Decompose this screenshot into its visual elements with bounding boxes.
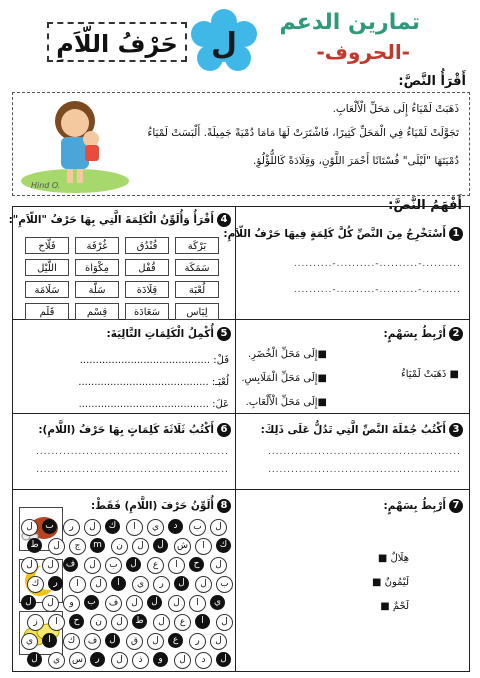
q8-letter-circle[interactable]: ل <box>153 538 168 553</box>
q4-word-9[interactable]: لُعْبَة <box>175 281 219 298</box>
q8-letter-circle[interactable]: ل <box>111 614 128 631</box>
reading-line-2: تَجَوَّلَتْ لَمْيَاءُ فِي الْمَحَلِّ كَثِيرًا، فَاشْتَرَتْ لَهَا مَامَا دُمْيَةً جَمِيلَةً. أَلْبَسَتْ لَمْيَاءُ <box>147 127 459 139</box>
q8-letter-circle[interactable]: و <box>63 595 80 612</box>
q8-letter-circle[interactable]: ا <box>195 538 212 555</box>
q7-word-1[interactable]: هِلَالٌ ■ <box>377 553 409 564</box>
q8-letter-circle[interactable]: ب <box>189 519 206 536</box>
q8-letter-circle[interactable]: ك <box>216 538 231 553</box>
q2-right-item-3[interactable]: ■إِلَى مَحَلِّ الْأَلْعَابِ. <box>245 397 327 408</box>
q4-word-13[interactable]: لِبَاس <box>175 303 219 320</box>
q8-letter-circle[interactable]: ل <box>84 519 101 536</box>
q8-letter-circle[interactable]: ك <box>105 519 120 534</box>
q8-letter-circle[interactable]: ن <box>90 614 107 631</box>
q7-word-2[interactable]: لَيْمُونٌ ■ <box>372 577 409 588</box>
q5-item-2[interactable]: لُعْبَـ: ......................................... <box>78 377 229 388</box>
q3-answer-line-1[interactable]: .................................................. <box>267 447 461 457</box>
q8-letter-circle[interactable]: ك <box>27 576 44 593</box>
q8-letter-circle[interactable]: m <box>90 538 105 553</box>
q8-letter-circle[interactable]: ل <box>174 576 189 591</box>
q2-number: 2 <box>449 327 463 341</box>
q4-word-3[interactable]: غُرْفَة <box>75 237 119 254</box>
q3-prompt: 3أَكْتُبُ جُمْلَةَ النَّصِّ الَّتِي تَدُلُّ عَلَى ذَلِكَ: <box>261 423 463 437</box>
q8-letter-circle[interactable]: ل <box>126 595 143 612</box>
q8-letter-circle[interactable]: ط <box>27 538 42 553</box>
q8-letter-circle[interactable]: ب <box>84 595 99 610</box>
q8-letter-circle[interactable]: ل <box>216 614 233 631</box>
q8-letter-circle[interactable]: ب <box>105 557 122 574</box>
q8-letter-circle[interactable]: ل <box>195 576 212 593</box>
q8-letter-circle[interactable]: ج <box>69 538 86 555</box>
q5-item-3[interactable]: عَلَ: ......................................... <box>78 399 229 410</box>
q8-letter-circle[interactable]: ا <box>195 614 210 629</box>
q6-number: 6 <box>217 423 231 437</box>
q8-letter-circle[interactable]: ز <box>27 614 44 631</box>
q8-prompt: 8أُلَوِّنُ حَرْفَ (اللَّامِ) فَقَطْ: <box>91 499 231 513</box>
q8-letter-circle[interactable]: ل <box>21 595 36 610</box>
q8-letter-circle[interactable]: ن <box>111 538 128 555</box>
q8-letter-circle[interactable]: ل <box>210 633 227 650</box>
q8-letter-circle[interactable]: ل <box>42 557 59 574</box>
q1-prompt: 1أَسْتَخْرِجُ مِنَ النَّصِّ كُلَّ كَلِمَةٍ فِيهَا حَرْفُ اللّاَمِ: <box>223 227 463 241</box>
q3-answer-line-2[interactable]: .................................................. <box>267 465 461 475</box>
q8-letter-circle[interactable]: ل <box>48 538 65 555</box>
q8-letter-circle[interactable]: ر <box>48 576 63 591</box>
q8-letter-circle[interactable]: ك <box>63 633 80 650</box>
q8-letter-circle[interactable]: ي <box>132 576 149 593</box>
q8-letter-circle[interactable]: ا <box>42 633 57 648</box>
q2-prompt: 2أَرْبِطُ بِسَهْمٍ: <box>384 327 463 341</box>
q8-letter-circle[interactable]: ل <box>147 595 162 610</box>
exercises-grid <box>8 206 470 672</box>
q8-letter-circle[interactable]: ل <box>84 557 101 574</box>
q8-letter-circle[interactable]: ب <box>216 576 233 593</box>
q8-letter-circle[interactable]: ع <box>147 557 164 574</box>
q8-letter-circle[interactable]: ع <box>168 633 183 648</box>
q5-number: 5 <box>217 327 231 341</box>
q8-letter-circle[interactable]: ي <box>210 595 225 610</box>
q4-word-12[interactable]: سَلَامَة <box>25 281 69 298</box>
q8-letter-circle[interactable]: ب <box>42 519 57 534</box>
q4-prompt: 4أَقْرَأُ وَأُلَوِّنُ الْكَلِمَةَ الَّتِي بِهَا حَرْفُ "اللّاَمِ": <box>9 213 231 227</box>
q8-letter-circle[interactable]: ل <box>147 633 164 650</box>
reading-passage-box <box>12 92 470 196</box>
girl-with-doll-illustration <box>19 95 131 193</box>
q8-letter-circle[interactable]: ح <box>189 557 204 572</box>
q4-word-7[interactable]: مِكْوَاة <box>75 259 119 276</box>
q8-letter-circle[interactable]: ل <box>27 652 42 667</box>
reading-line-1: ذَهَبَتْ لَمْيَاءُ إِلَى مَحَلِّ الْأَلْعَابِ. <box>332 103 459 115</box>
q8-letter-circle[interactable]: ح <box>69 614 84 629</box>
q8-letter-circle[interactable]: و <box>153 652 168 667</box>
q7-prompt: 7أَرْبِطُ بِسَهْمٍ: <box>384 499 463 513</box>
q6-prompt: 6أَكْتُبُ ثَلَاثَةَ كَلِمَاتٍ بِهَا حَرْفُ (اللَّامِ): <box>38 423 231 437</box>
q5-item-1[interactable]: فَلْ: ......................................... <box>79 355 229 366</box>
q6-answer-line-2[interactable]: .................................................. <box>35 465 229 475</box>
q8-letter-circle[interactable]: ل <box>21 557 38 574</box>
q8-letter-circle[interactable]: ل <box>90 576 107 593</box>
q8-letter-circle[interactable]: ل <box>21 519 38 536</box>
q8-letter-circle[interactable]: ا <box>189 595 206 612</box>
comprehension-heading: أَفْهَمُ النَّصَّ: <box>384 198 466 213</box>
q8-letter-circle[interactable]: ق <box>126 633 143 650</box>
q8-letter-circle[interactable]: ا <box>111 576 126 591</box>
q8-letter-circle[interactable]: ف <box>84 633 101 650</box>
lesson-name-box: حَرْفُ اللّاَمِ <box>47 22 187 62</box>
q8-letter-circle[interactable]: ا <box>126 519 143 536</box>
q4-word-8[interactable]: اللَّيْل <box>25 259 69 276</box>
reading-heading: أَقْرَأُ النَّصَّ: <box>398 74 466 89</box>
q8-letter-circle[interactable]: ي <box>48 652 65 669</box>
q3-number: 3 <box>449 423 463 437</box>
illustrator-signature: Hind O. <box>31 181 61 190</box>
q8-letter-circle[interactable]: ع <box>174 614 191 631</box>
q1-number: 1 <box>449 227 463 241</box>
q8-letter-circle[interactable]: د <box>195 652 212 669</box>
q8-letter-circle[interactable]: ل <box>153 614 170 631</box>
q8-letter-circle[interactable]: ل <box>210 557 227 574</box>
big-letter: ل <box>210 27 238 62</box>
q8-number: 8 <box>217 499 231 513</box>
q4-word-1[interactable]: بَرْكَة <box>175 237 219 254</box>
q8-letter-circle[interactable]: ر <box>90 652 105 667</box>
q1-answer-line-1[interactable]: ..........-..........-..........-.......... <box>293 259 461 269</box>
q8-letter-circle[interactable]: ذ <box>132 652 149 669</box>
q8-letter-circle[interactable]: ل <box>216 652 231 667</box>
worksheet-subtitle: -الحروف- <box>316 40 410 64</box>
q8-letter-circle[interactable]: د <box>168 519 183 534</box>
q8-letter-circle[interactable]: ط <box>132 614 147 629</box>
q8-letter-circle[interactable]: ش <box>174 538 191 555</box>
q8-letter-circle[interactable]: ل <box>126 557 141 572</box>
q8-letter-circle[interactable]: ا <box>69 576 86 593</box>
worksheet-title: تمارين الدعم <box>279 10 420 35</box>
letter-flower-icon <box>190 8 258 76</box>
q8-letter-circle[interactable]: ا <box>48 614 65 631</box>
q5-prompt: 5أُكْمِلُ الْكَلِمَاتِ التَّالِيَةَ: <box>107 327 231 341</box>
q8-letter-circle[interactable]: ل <box>174 652 191 669</box>
q4-number: 4 <box>217 213 231 227</box>
q1-answer-line-2[interactable]: ..........-..........-..........-.......... <box>293 285 461 295</box>
q8-letter-circle[interactable]: س <box>69 652 86 669</box>
q8-letter-circle[interactable]: ر <box>189 633 206 650</box>
q8-letter-circle[interactable]: ي <box>147 519 164 536</box>
q8-letter-circle[interactable]: ل <box>210 519 227 536</box>
q8-letter-circle[interactable]: ل <box>168 595 185 612</box>
q6-answer-line-1[interactable]: .................................................. <box>35 447 229 457</box>
q4-word-10[interactable]: قِلَادَة <box>125 281 169 298</box>
q2-right-item-2[interactable]: ■إِلَى مَحَلِّ الْمَلَابِسِ. <box>241 373 327 384</box>
q8-letter-circle[interactable]: ف <box>63 557 78 572</box>
q8-letter-circle[interactable]: ف <box>105 595 122 612</box>
q4-word-14[interactable]: سَعَادَة <box>125 303 169 320</box>
q2-right-item-1[interactable]: ■إِلَى مَحَلِّ الْخُضَرِ. <box>247 349 327 360</box>
q4-word-6[interactable]: قُفْل <box>125 259 169 276</box>
q8-letter-circle[interactable]: ل <box>132 538 149 555</box>
q8-letter-circle[interactable]: ل <box>105 633 120 648</box>
reading-line-3: دُمْيَتَهَا "لَيْلَى" فُسْتَانًا أَحْمَرَ اللَّوْنِ، وَقِلَادَةً كَاللُّؤْلُؤِ. <box>252 155 459 167</box>
q4-word-16[interactable]: قَلَم <box>25 303 69 320</box>
q4-word-4[interactable]: فَلّاح <box>25 237 69 254</box>
q8-letter-circle[interactable]: ل <box>42 595 59 612</box>
q8-letter-circle[interactable]: ر <box>63 519 80 536</box>
q4-word-15[interactable]: قِسْم <box>75 303 119 320</box>
q7-number: 7 <box>449 499 463 513</box>
q7-word-3[interactable]: لَحْمٌ ■ <box>380 601 409 612</box>
q4-word-2[interactable]: فُنْدُق <box>125 237 169 254</box>
q4-word-11[interactable]: سَلَّة <box>75 281 119 298</box>
q2-left-item[interactable]: ■ ذَهَبَتْ لَمْيَاءُ <box>401 369 459 380</box>
q8-letter-circle[interactable]: ا <box>168 557 185 574</box>
q8-letter-circle[interactable]: ل <box>111 652 128 669</box>
q8-letter-circle[interactable]: ي <box>21 633 38 650</box>
q8-letter-circle[interactable]: ر <box>153 576 170 593</box>
q4-word-5[interactable]: سَمَكَة <box>175 259 219 276</box>
